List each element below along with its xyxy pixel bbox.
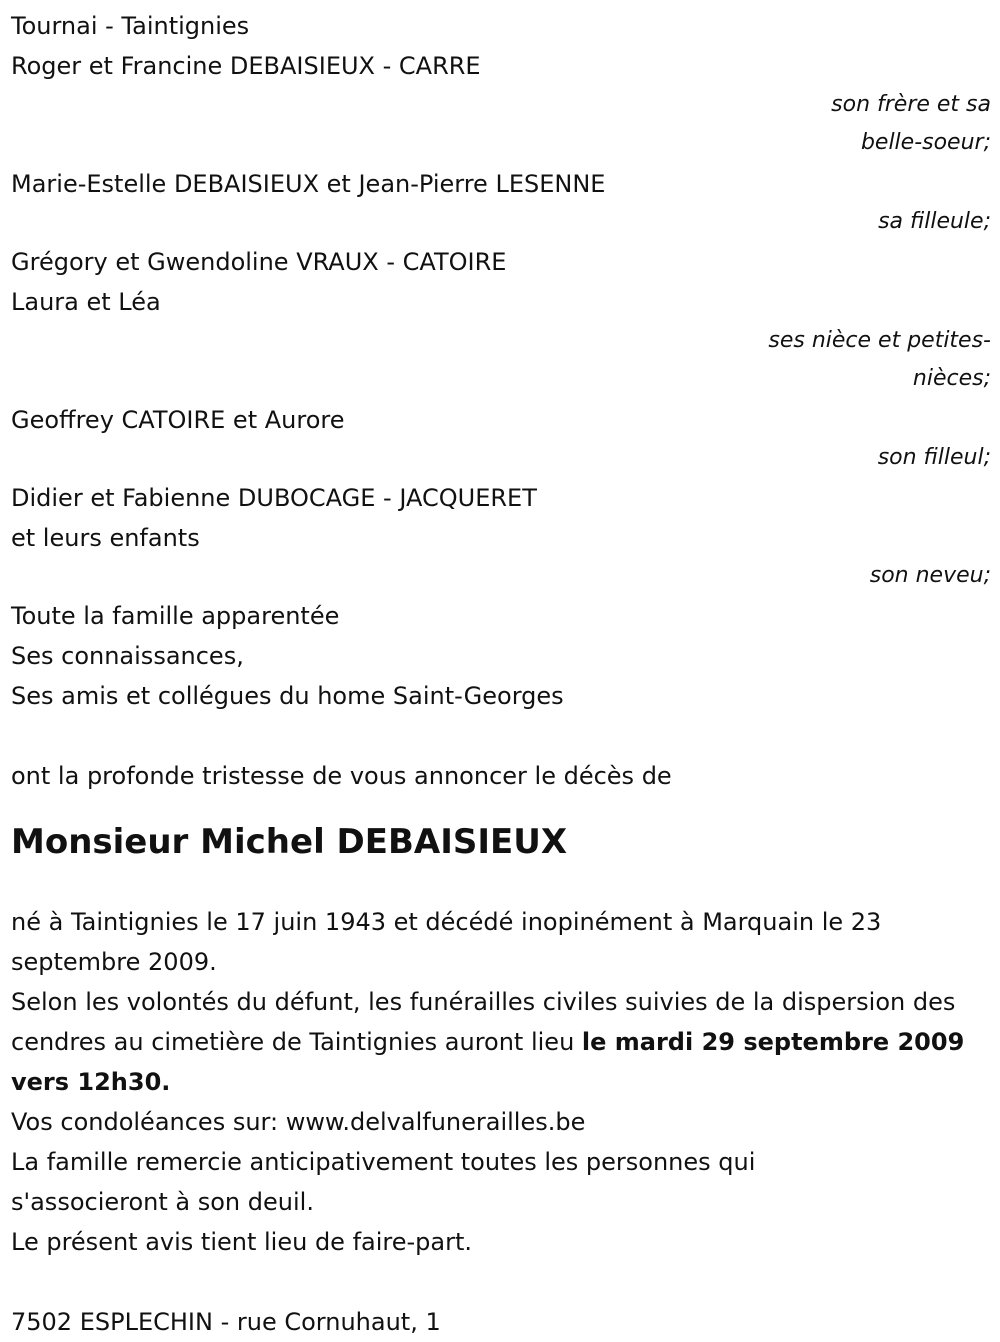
funeral-date: le mardi 29 septembre 2009 vers 12h30. bbox=[11, 1028, 965, 1096]
thanks-text: La famille remercie anticipativement toutes les personnes qui s'associeront à son deuil. bbox=[11, 1148, 756, 1216]
family-name-line: Roger et Francine DEBAISIEUX - CARRE bbox=[11, 52, 481, 80]
announcement-text: ont la profonde tristesse de vous annoncer le décès de bbox=[11, 762, 672, 790]
family-relation: son frère et sa bbox=[831, 92, 991, 117]
family-name-line: Geoffrey CATOIRE et Aurore bbox=[11, 406, 345, 434]
family-name-line: Grégory et Gwendoline VRAUX - CATOIRE bbox=[11, 248, 507, 276]
family-name-line: Laura et Léa bbox=[11, 288, 161, 316]
family-relation: sa filleule; bbox=[878, 209, 991, 234]
notice-text: Le présent avis tient lieu de faire-part. bbox=[11, 1228, 473, 1256]
birth-death-text: né à Taintignies le 17 juin 1943 et décédé inopinément à Marquain le 23 septembre 2009. bbox=[11, 908, 882, 976]
funeral-text: Selon les volontés du défunt, les funérailles civiles suivies de la dispersion des cendres au cimetière de Taintignies auront lieu bbox=[11, 988, 956, 1056]
header-place: Tournai - Taintignies bbox=[11, 12, 250, 40]
family-name-line: Marie-Estelle DEBAISIEUX et Jean-Pierre LESENNE bbox=[11, 170, 606, 198]
deceased-name: Monsieur Michel DEBAISIEUX bbox=[11, 822, 568, 862]
family-relation: nièces; bbox=[912, 366, 991, 391]
family-relation: belle-soeur; bbox=[860, 130, 991, 155]
family-relation: ses nièce et petites- bbox=[768, 328, 991, 353]
condolences-text: Vos condoléances sur: www.delvalfunerailles.be bbox=[11, 1108, 586, 1136]
funeral-paragraph bbox=[11, 982, 991, 1102]
family-relation: son filleul; bbox=[877, 445, 991, 470]
family-relation: son neveu; bbox=[869, 563, 991, 588]
others-line: Ses amis et collégues du home Saint-Georges bbox=[11, 682, 564, 710]
obituary-notice bbox=[11, 6, 991, 1342]
address-text: 7502 ESPLECHIN - rue Cornuhaut, 1 bbox=[11, 1308, 441, 1336]
family-name-line: Didier et Fabienne DUBOCAGE - JACQUERET bbox=[11, 484, 537, 512]
others-line: Ses connaissances, bbox=[11, 642, 244, 670]
family-name-line: et leurs enfants bbox=[11, 524, 200, 552]
others-line: Toute la famille apparentée bbox=[11, 602, 340, 630]
